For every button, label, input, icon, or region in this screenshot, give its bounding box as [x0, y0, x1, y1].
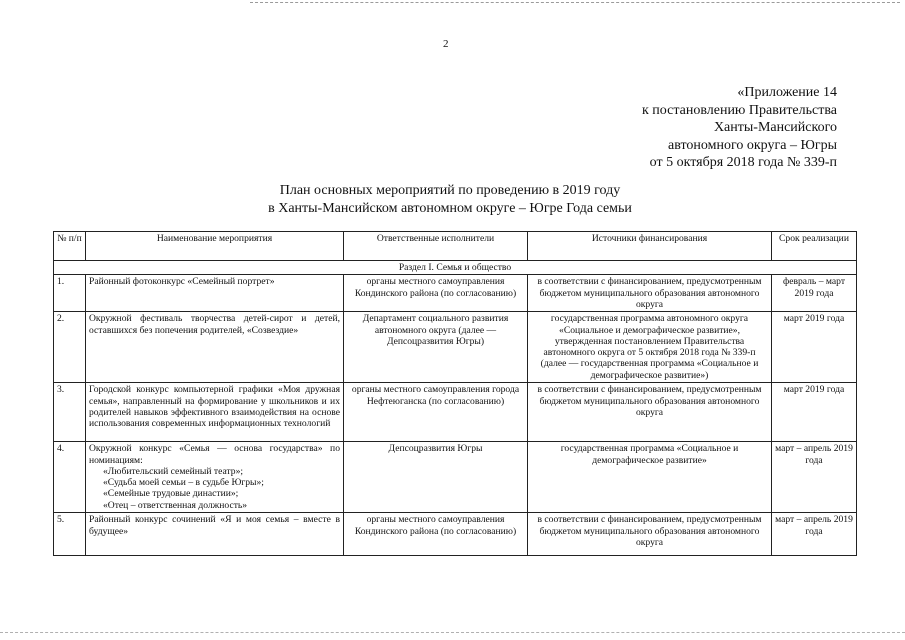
appendix-block — [642, 84, 837, 172]
cell-num: 1. — [54, 275, 86, 312]
header-name: Наименование мероприятия — [86, 232, 344, 261]
table-header-row — [54, 232, 857, 261]
cell-num: 5. — [54, 513, 86, 556]
cell-executors: органы местного самоуправления Кондинского района (по согласованию) — [344, 275, 528, 312]
scan-edge-top — [250, 2, 900, 3]
cell-num: 4. — [54, 442, 86, 513]
table-row — [54, 383, 857, 442]
header-term: Срок реализации — [772, 232, 857, 261]
cell-term: март 2019 года — [772, 383, 857, 442]
cell-name — [86, 442, 344, 513]
events-table — [53, 231, 857, 556]
nomination-item: «Любительский семейный театр»; — [103, 465, 244, 477]
cell-funding: в соответствии с финансированием, предусмотренным бюджетом муниципального образования автономного округа — [528, 513, 772, 556]
page-number: 2 — [443, 38, 449, 50]
cell-name: Районный фотоконкурс «Семейный портрет» — [86, 275, 344, 312]
header-executors: Ответственные исполнители — [344, 232, 528, 261]
cell-num: 3. — [54, 383, 86, 442]
table-row — [54, 513, 857, 556]
nomination-item: «Семейные трудовые династии»; — [103, 488, 239, 500]
cell-executors: Депсоцразвития Югры — [344, 442, 528, 513]
document-title-line: План основных мероприятий по проведению в 2019 году — [279, 183, 621, 198]
cell-funding: государственная программа автономного округа «Социальное и демографическое развитие», утвержденная постановлением Правительства автономного округа от 5 октября 2018 года № 339-п (далее — государственная программа «Социальное и демографическое развитие») — [528, 312, 772, 383]
appendix-line: к постановлению Правительства — [641, 102, 837, 118]
table-row — [54, 312, 857, 383]
nomination-item: «Отец – ответственная должность» — [103, 499, 248, 511]
appendix-line: автономного округа – Югры — [668, 137, 837, 153]
appendix-line: от 5 октября 2018 года № 339-п — [649, 155, 837, 170]
header-num: № п/п — [54, 232, 86, 261]
cell-funding: государственная программа «Социальное и демографическое развитие» — [528, 442, 772, 513]
cell-term: февраль – март 2019 года — [772, 275, 857, 312]
cell-name: Районный конкурс сочинений «Я и моя семья – вместе в будущее» — [86, 513, 344, 556]
document-title — [150, 182, 750, 217]
section-title: Раздел I. Семья и общество — [54, 261, 857, 275]
table-row — [54, 442, 857, 513]
appendix-line: Ханты-Мансийского — [713, 120, 837, 135]
appendix-line: «Приложение 14 — [737, 85, 837, 100]
cell-term: март – апрель 2019 года — [772, 513, 857, 556]
cell-name-text: Окружной конкурс «Семья — основа государства» по номинациям: — [89, 443, 340, 466]
cell-name: Окружной фестиваль творчества детей-сирот и детей, оставшихся без попечения родителей, «Созвездие» — [86, 312, 344, 383]
cell-funding: в соответствии с финансированием, предусмотренным бюджетом муниципального образования автономного округа — [528, 383, 772, 442]
cell-executors: органы местного самоуправления города Нефтеюганска (по согласованию) — [344, 383, 528, 442]
cell-term: март – апрель 2019 года — [772, 442, 857, 513]
cell-executors: органы местного самоуправления Кондинского района (по согласованию) — [344, 513, 528, 556]
cell-term: март 2019 года — [772, 312, 857, 383]
scan-edge-bottom — [0, 632, 905, 633]
header-funding: Источники финансирования — [528, 232, 772, 261]
section-row — [54, 261, 857, 275]
table-row — [54, 275, 857, 312]
nomination-item: «Судьба моей семьи – в судьбе Югры»; — [103, 477, 264, 489]
cell-funding: в соответствии с финансированием, предусмотренным бюджетом муниципального образования автономного округа — [528, 275, 772, 312]
document-title-line: в Ханты-Мансийском автономном округе – Югре Года семьи — [268, 200, 632, 216]
cell-num: 2. — [54, 312, 86, 383]
cell-executors: Департамент социального развития автономного округа (далее — Депсоцразвития Югры) — [344, 312, 528, 383]
cell-name: Городской конкурс компьютерной графики «Моя дружная семья», направленный на формирование у школьников и их родителей навыков эффективного взаимодействия на основе использования современных информационных технологий — [86, 383, 344, 442]
